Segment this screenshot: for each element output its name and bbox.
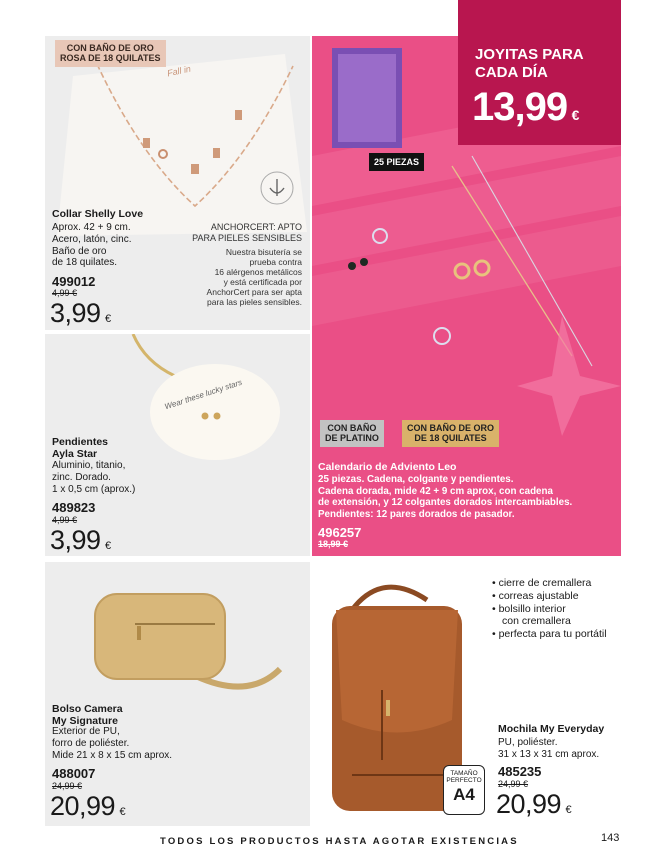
feature-item: • perfecta para tu portátil	[492, 628, 607, 641]
necklace-price: 3,99 €	[50, 298, 112, 328]
backpack-panel	[312, 562, 621, 826]
backpack-price: 20,99 €	[496, 789, 572, 819]
page-number: 143	[601, 832, 620, 844]
backpack-name: Mochila My Everyday	[498, 723, 605, 735]
backpack-desc: PU, poliéster. 31 x 13 x 31 cm aprox.	[498, 737, 600, 760]
advent-desc: 25 piezas. Cadena, colgante y pendientes. Cadena dorada, mide 42 + 9 cm aprox, con cadena de extensión, y 12 colgantes dorados intercambiables. Pendientes: 12 pares dorados de pasador.	[318, 474, 573, 520]
backpack-old-price: 24,99 €	[498, 779, 529, 789]
rose-gold-badge: CON BAÑO DE ORO ROSA DE 18 QUILATES	[55, 40, 166, 67]
advent-price-box	[458, 0, 621, 145]
camera-bag-code: 488007	[52, 766, 96, 781]
earrings-desc: Aluminio, titanio, zinc. Dorado. 1 x 0,5 cm (aprox.)	[52, 460, 136, 495]
necklace-desc: Aprox. 42 + 9 cm. Acero, latón, cinc. Baño de oro de 18 quilates.	[52, 222, 132, 269]
gold-badge: CON BAÑO DE ORO DE 18 QUILATES	[402, 420, 499, 447]
advent-code: 496257	[318, 525, 362, 540]
necklace-name: Collar Shelly Love	[52, 208, 144, 220]
camera-bag-old-price: 24,99 €	[52, 781, 83, 791]
earrings-name: Pendientes Ayla Star	[52, 436, 109, 461]
a4-size-badge	[443, 765, 485, 815]
feature-item: • correas ajustable	[492, 590, 607, 603]
advent-headline: JOYITAS PARA CADA DÍA	[475, 46, 584, 81]
anchorcert-text: Nuestra bisutería se prueba contra 16 alérgenos metálicos y está certificada por AnchorCert para ser apta para las pieles sensibles.	[206, 247, 302, 308]
camera-bag-image	[85, 574, 285, 714]
backpack-code: 485235	[498, 764, 542, 779]
a4-badge-label: TAMAÑO PERFECTO	[446, 770, 482, 785]
advent-old-price: 18,99 €	[318, 539, 349, 549]
camera-bag-name: Bolso Camera My Signature	[52, 703, 123, 728]
backpack-features	[492, 577, 607, 641]
earrings-panel	[45, 334, 310, 556]
pieces-badge: 25 PIEZAS	[369, 153, 424, 171]
feature-item: • cierre de cremallera	[492, 577, 607, 590]
advent-name: Calendario de Adviento Leo	[318, 461, 457, 473]
advent-price: 13,99 €	[472, 85, 580, 129]
anchorcert-title: ANCHORCERT: APTO PARA PIELES SENSIBLES	[192, 222, 302, 243]
platinum-badge: CON BAÑO DE PLATINO	[320, 420, 384, 447]
earrings-code: 489823	[52, 500, 96, 515]
feature-item: con cremallera	[502, 615, 571, 628]
feature-item: • bolsillo interior	[492, 603, 607, 616]
earrings-card-text: Wear these lucky stars	[163, 377, 244, 412]
camera-bag-desc: Exterior de PU, forro de poliéster. Mide 21 x 8 x 15 cm aprox.	[52, 726, 173, 761]
earrings-price: 3,99 €	[50, 525, 112, 555]
a4-badge-value: A4	[453, 784, 475, 804]
earrings-old-price: 4,99 €	[52, 515, 78, 525]
card-script-text: Fall in	[166, 63, 192, 79]
footer-disclaimer: TODOS LOS PRODUCTOS HASTA AGOTAR EXISTENCIAS	[160, 836, 519, 847]
necklace-old-price: 4,99 €	[52, 288, 78, 298]
camera-bag-price: 20,99 €	[50, 791, 126, 821]
necklace-code: 499012	[52, 274, 96, 289]
necklace-panel	[45, 36, 310, 330]
camera-bag-panel	[45, 562, 310, 826]
